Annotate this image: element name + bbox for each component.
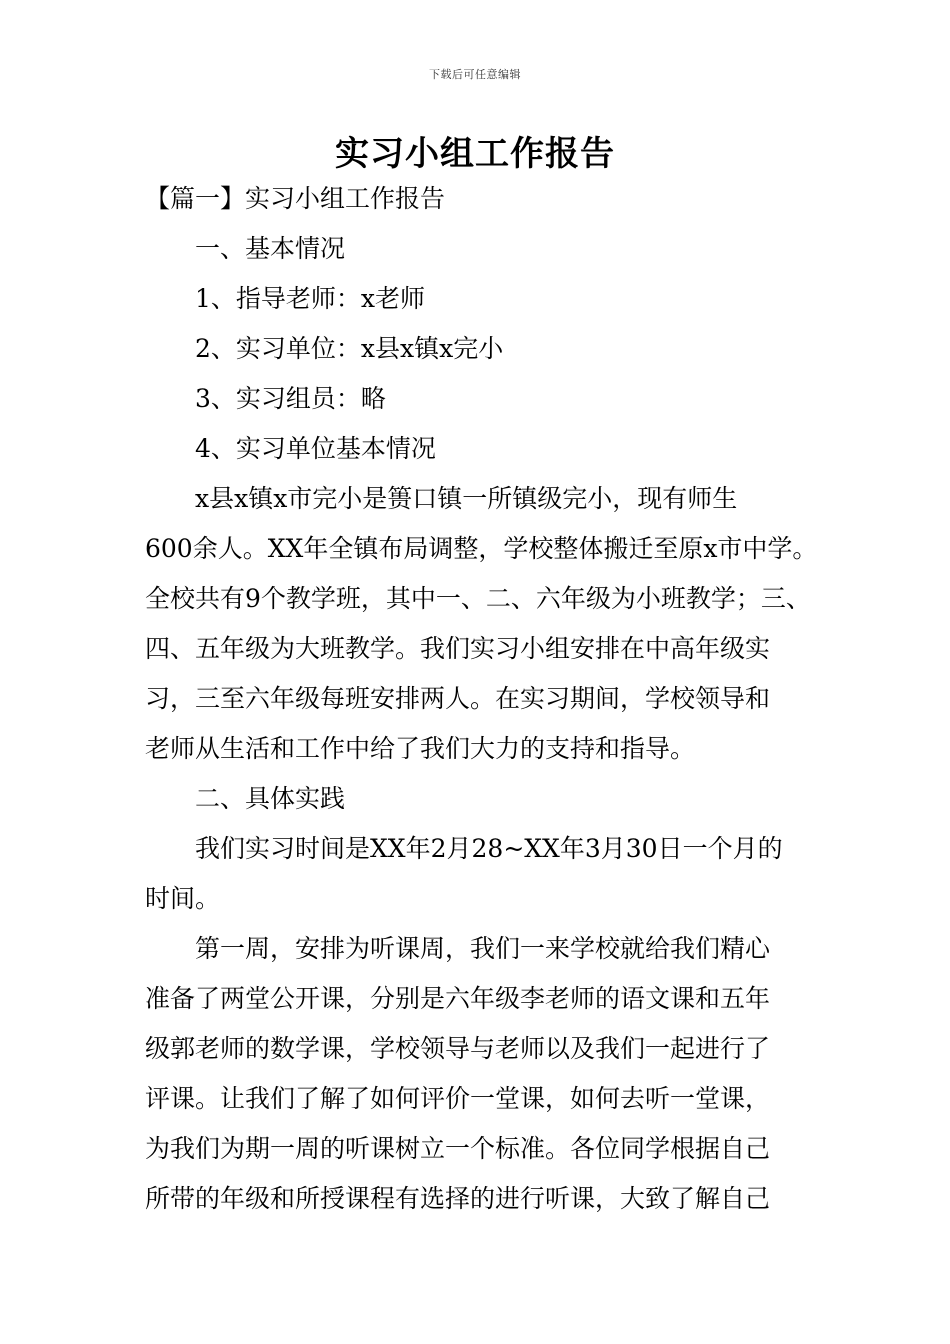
para2-line: 我们实习时间是XX年2月28~XX年3月30日一个月的 (195, 834, 783, 863)
section-practice: 二、具体实践 (195, 784, 346, 813)
header-note: 下载后可任意编辑 (429, 68, 521, 81)
document-title: 实习小组工作报告 (335, 134, 615, 174)
para1-line: 四、五年级为大班教学。我们实习小组安排在中高年级实 (145, 634, 771, 663)
para1-line: x县x镇x市完小是篑口镇一所镇级完小，现有师生 (195, 484, 738, 513)
section-heading: 【篇一】实习小组工作报告 (145, 184, 446, 213)
para3-line: 准备了两堂公开课，分别是六年级李老师的语文课和五年 (145, 984, 771, 1013)
para3-line: 为我们为期一周的听课树立一个标准。各位同学根据自己 (145, 1134, 771, 1163)
para1-line: 习，三至六年级每班安排两人。在实习期间，学校领导和 (145, 684, 771, 713)
para3-line: 评课。让我们了解了如何评价一堂课，如何去听一堂课， (145, 1084, 771, 1113)
para1-line: 全校共有9个教学班，其中一、二、六年级为小班教学；三、 (145, 584, 811, 613)
para3-line: 所带的年级和所授课程有选择的进行听课，大致了解自己 (145, 1184, 771, 1213)
para1-line: 老师从生活和工作中给了我们大力的支持和指导。 (145, 734, 696, 763)
para3-line: 第一周，安排为听课周，我们一来学校就给我们精心 (195, 934, 771, 963)
item-unit: 2、实习单位：x县x镇x完小 (195, 334, 504, 363)
item-unit-basic: 4、实习单位基本情况 (195, 434, 436, 463)
para2-line: 时间。 (145, 884, 221, 913)
item-basic-info: 一、基本情况 (195, 234, 346, 263)
para1-line: 600余人。XX年全镇布局调整，学校整体搬迁至原x市中学。 (145, 534, 818, 563)
document-body (145, 174, 818, 1224)
para3-line: 级郭老师的数学课，学校领导与老师以及我们一起进行了 (145, 1034, 771, 1063)
item-members: 3、实习组员：略 (195, 384, 386, 413)
item-advisor: 1、指导老师：x老师 (195, 284, 426, 313)
